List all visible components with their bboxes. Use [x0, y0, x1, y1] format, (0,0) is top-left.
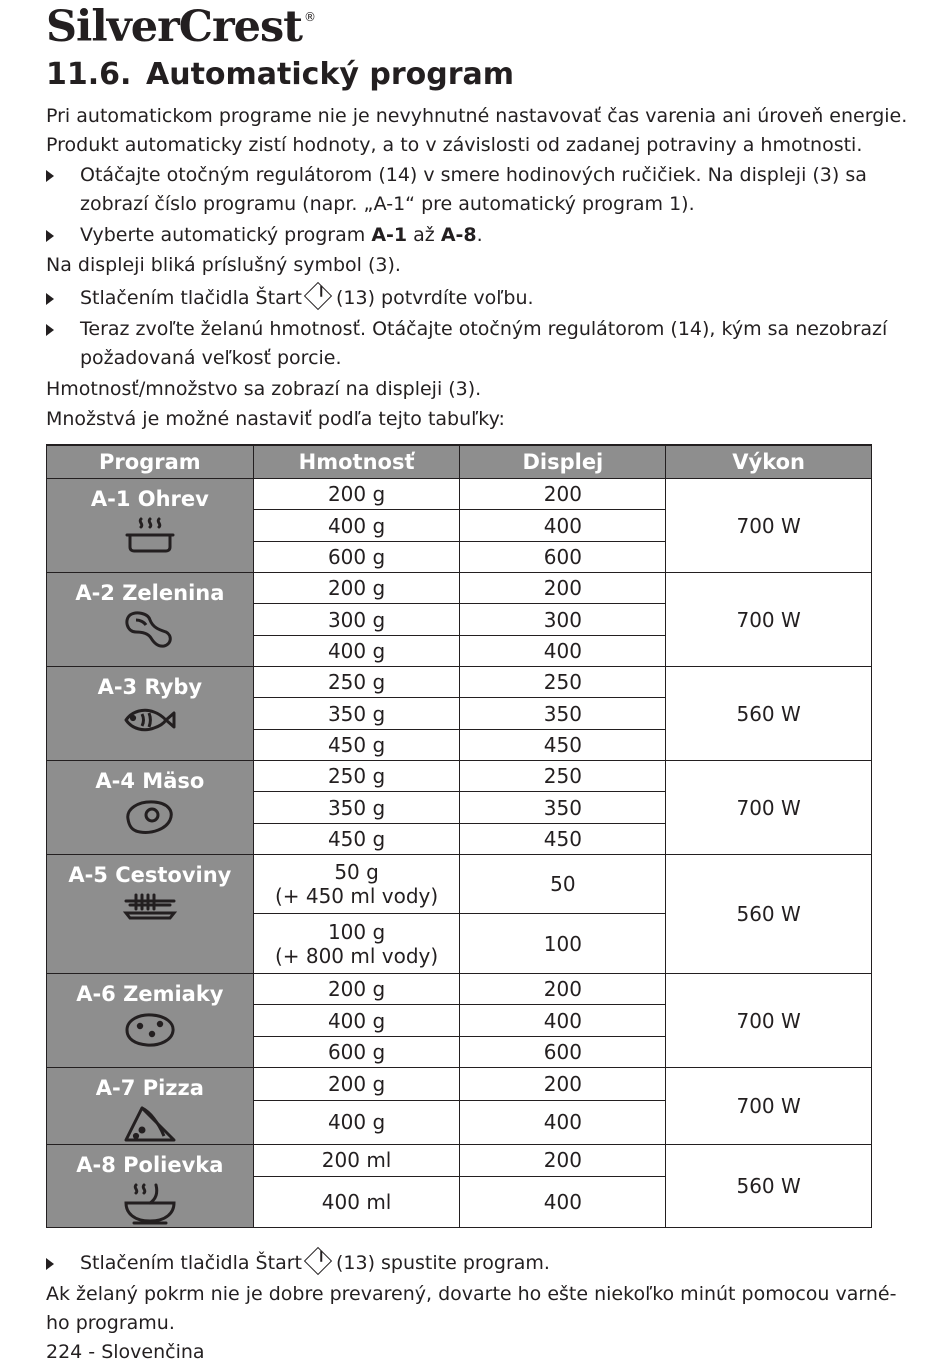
weight-value: 200 g — [327, 482, 386, 506]
display-cell: 400 — [460, 1005, 666, 1037]
display-cell: 400 — [460, 510, 666, 542]
table-row — [47, 1145, 872, 1177]
power-cell: 700 W — [666, 479, 872, 573]
weight-cell — [253, 792, 460, 824]
weight-cell — [253, 542, 460, 573]
bullet-arrow-icon — [46, 293, 54, 305]
heating-pot-icon — [47, 515, 253, 553]
power-cell: 700 W — [666, 1068, 872, 1145]
bullet-arrow-icon — [46, 1258, 54, 1270]
program-name: A-2 Zelenina — [75, 581, 225, 605]
start-button-icon — [304, 1247, 332, 1275]
weight-cell — [253, 1176, 460, 1227]
weight-cell — [253, 914, 460, 974]
bullet-arrow-icon — [46, 230, 54, 242]
table-row — [47, 855, 872, 914]
step-1-line-1: Otáčajte otočným regulátorom (14) v smere hodinových ručičiek. Na displeji (3) sa — [80, 164, 867, 186]
header-program: Program — [47, 445, 254, 479]
power-cell: 560 W — [666, 855, 872, 974]
program-cell — [47, 974, 254, 1068]
weight-cell — [253, 1145, 460, 1177]
step-2-text — [80, 221, 483, 250]
step-2-pre: Vyberte automatický program — [80, 224, 372, 246]
program-cell — [47, 761, 254, 855]
weight-cell — [253, 974, 460, 1005]
weight-cell — [253, 1068, 460, 1101]
header-power: Výkon — [666, 445, 872, 479]
weight-value: 400 ml — [321, 1189, 392, 1214]
program-cell — [47, 855, 254, 974]
display-cell: 50 — [460, 855, 666, 914]
display-cell: 400 — [460, 1176, 666, 1227]
fish-icon — [47, 703, 253, 737]
weight-value: 600 g — [327, 545, 386, 569]
weight-value: 200 g — [327, 977, 386, 1001]
weight-cell — [253, 1005, 460, 1037]
step-2-last-program: A-8 — [440, 224, 477, 246]
display-cell: 300 — [460, 604, 666, 636]
bullet-arrow-icon — [46, 170, 54, 182]
step-5-text — [80, 1249, 550, 1278]
display-cell: 200 — [460, 479, 666, 510]
vegetable-icon — [47, 609, 253, 655]
page-footer: 224 - Slovenčina — [46, 1341, 205, 1363]
potato-icon — [47, 1010, 253, 1050]
step-5-pre: Stlačením tlačidla Štart — [80, 1252, 302, 1274]
power-cell: 700 W — [666, 573, 872, 667]
step-2-mid: až — [407, 224, 441, 246]
program-name: A-1 Ohrev — [90, 487, 209, 511]
section-title: Automatický program — [146, 57, 515, 92]
weight-value: 400 g — [327, 639, 386, 663]
display-cell: 600 — [460, 542, 666, 573]
bullet-arrow-icon — [46, 324, 54, 336]
step-3-text — [80, 284, 534, 313]
program-name: A-7 Pizza — [95, 1076, 204, 1100]
table-row — [47, 667, 872, 698]
program-name: A-4 Mäso — [95, 769, 205, 793]
table-row — [47, 573, 872, 604]
weight-cell — [253, 510, 460, 542]
program-cell — [47, 573, 254, 667]
table-header-row — [47, 445, 872, 479]
weight-value: 450 g — [327, 733, 386, 757]
weight-value: 250 g — [327, 670, 386, 694]
weight-cell — [253, 479, 460, 510]
intro-line-1: Pri automatickom programe nie je nevyhnutné nastavovať čas varenia ani úroveň energie. — [46, 105, 908, 127]
program-cell — [47, 667, 254, 761]
display-cell: 400 — [460, 1100, 666, 1144]
soup-icon — [47, 1181, 253, 1227]
outro-line-1: Ak želaný pokrm nie je dobre prevarený, dovarte ho ešte niekoľko minút pomocou varné- — [46, 1283, 897, 1305]
weight-value: 600 g — [327, 1040, 386, 1064]
step-3-post: (13) potvrdíte voľbu. — [335, 287, 534, 309]
weight-value: 400 g — [327, 513, 386, 538]
weight-value: 350 g — [327, 795, 386, 820]
table-row — [47, 761, 872, 792]
header-display: Displej — [460, 445, 666, 479]
program-cell — [47, 1145, 254, 1228]
display-cell: 400 — [460, 636, 666, 667]
program-name: A-6 Zemiaky — [76, 982, 224, 1006]
display-cell: 200 — [460, 573, 666, 604]
program-cell — [47, 479, 254, 573]
display-cell: 100 — [460, 914, 666, 974]
step-4-line-1: Teraz zvoľte želanú hmotnosť. Otáčajte otočným regulátorom (14), kým sa nezobrazí — [80, 318, 888, 340]
display-cell: 350 — [460, 792, 666, 824]
display-cell: 450 — [460, 824, 666, 855]
water-amount: (+ 450 ml vody) — [274, 884, 439, 908]
water-amount: (+ 800 ml vody) — [274, 943, 439, 968]
power-cell: 700 W — [666, 974, 872, 1068]
weight-cell — [253, 855, 460, 914]
note-symbol-blinks: Na displeji bliká príslušný symbol (3). — [46, 254, 401, 276]
weight-value: 400 g — [327, 1110, 386, 1135]
weight-cell — [253, 573, 460, 604]
brand-name: SilverCrest — [46, 2, 303, 52]
brand-logo — [46, 2, 315, 52]
power-cell: 560 W — [666, 667, 872, 761]
step-2-post: . — [476, 224, 483, 246]
weight-value: 200 ml — [321, 1148, 392, 1173]
display-cell: 600 — [460, 1037, 666, 1068]
display-cell: 350 — [460, 698, 666, 730]
display-cell: 200 — [460, 1068, 666, 1101]
program-name: A-5 Cestoviny — [68, 863, 232, 887]
step-2-first-program: A-1 — [371, 224, 408, 246]
weight-value: 400 g — [327, 1008, 386, 1033]
note-weight-display: Hmotnosť/množstvo sa zobrazí na displeji (3). — [46, 378, 482, 400]
display-cell: 450 — [460, 730, 666, 761]
intro-line-2: Produkt automaticky zistí hodnoty, a to v závislosti od zadanej potraviny a hmotnosti. — [46, 134, 863, 156]
display-cell: 200 — [460, 1145, 666, 1177]
weight-value: 50 g — [334, 860, 379, 884]
section-heading — [46, 57, 514, 92]
meat-icon — [47, 797, 253, 837]
weight-value: 300 g — [327, 607, 386, 632]
start-button-icon — [304, 282, 332, 310]
pasta-icon — [47, 891, 253, 921]
program-cell — [47, 1068, 254, 1145]
weight-cell — [253, 1100, 460, 1144]
table-row — [47, 974, 872, 1005]
pizza-icon — [47, 1104, 253, 1144]
program-name: A-3 Ryby — [97, 675, 203, 699]
display-cell: 250 — [460, 761, 666, 792]
weight-cell — [253, 636, 460, 667]
weight-value: 250 g — [327, 764, 386, 788]
power-cell: 700 W — [666, 761, 872, 855]
weight-cell — [253, 698, 460, 730]
step-1-line-2: zobrazí číslo programu (napr. „A-1“ pre automatický program 1). — [80, 193, 695, 215]
program-name: A-8 Polievka — [76, 1153, 224, 1177]
weight-value: 450 g — [327, 827, 386, 851]
weight-cell — [253, 730, 460, 761]
header-weight: Hmotnosť — [253, 445, 460, 479]
weight-value: 200 g — [327, 576, 386, 600]
step-5-post: (13) spustite program. — [335, 1252, 550, 1274]
registered-mark: ® — [304, 10, 316, 24]
weight-cell — [253, 1037, 460, 1068]
note-table-intro: Množstvá je možné nastaviť podľa tejto tabuľky: — [46, 408, 505, 430]
weight-cell — [253, 761, 460, 792]
display-cell: 250 — [460, 667, 666, 698]
weight-value: 100 g — [327, 919, 386, 944]
weight-value: 350 g — [327, 701, 386, 726]
step-3-pre: Stlačením tlačidla Štart — [80, 287, 302, 309]
weight-cell — [253, 667, 460, 698]
program-table — [46, 444, 872, 1228]
section-number: 11.6. — [46, 57, 132, 92]
power-cell: 560 W — [666, 1145, 872, 1228]
outro-line-2: ho programu. — [46, 1312, 175, 1334]
weight-cell — [253, 604, 460, 636]
weight-value: 200 g — [327, 1071, 386, 1096]
table-row — [47, 1068, 872, 1101]
step-4-line-2: požadovaná veľkosť porcie. — [80, 347, 342, 369]
display-cell: 200 — [460, 974, 666, 1005]
table-row — [47, 479, 872, 510]
weight-cell — [253, 824, 460, 855]
